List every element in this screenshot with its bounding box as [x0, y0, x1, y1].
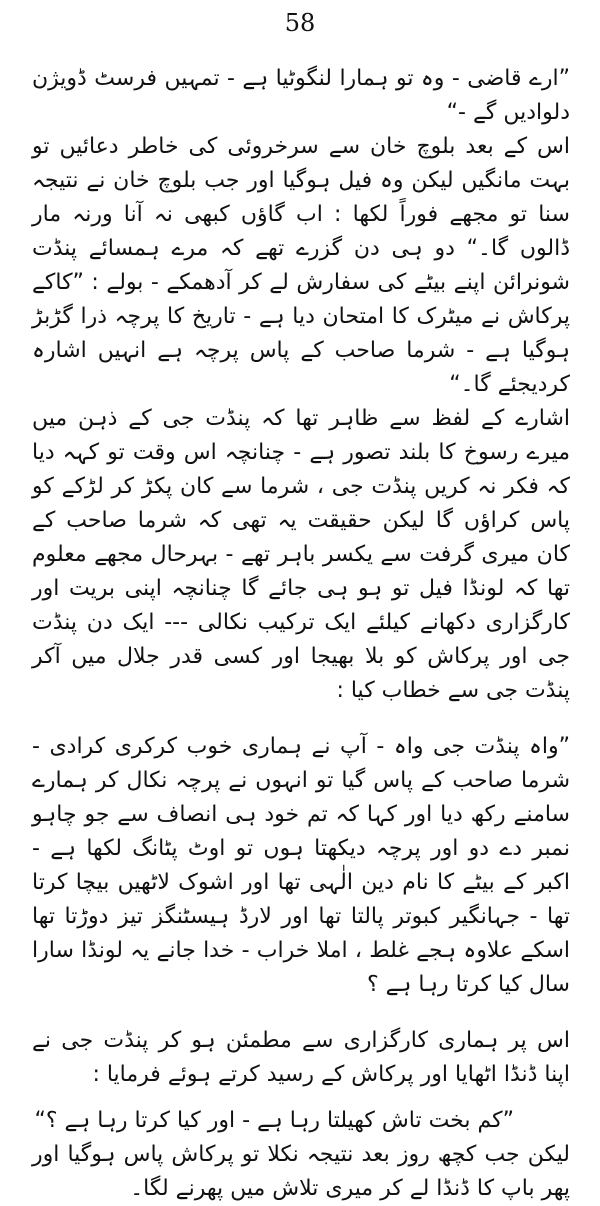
page-body — [32, 62, 570, 1206]
paragraph-result: لیکن جب کچھ روز بعد نتیجہ نکلا تو پرکاش پاس ہوگیا اور پھر باپ کا ڈنڈا لے کر میری تلاش میں پھرنے لگا۔ — [32, 1142, 570, 1201]
paragraph-baloch-khan: اس کے بعد بلوچ خان سے سرخروئی کی خاطر دعائیں تو بہت مانگیں لیکن وہ فیل ہوگیا اور جب بلوچ خان نے نتیجہ سنا تو مجھے فوراً لکھا : اب گاؤں کبھی نہ آنا ورنہ مار ڈالوں گا۔“ دو ہی دن گزرے تھے کہ مرے ہمسائے پنڈت شونرائن اپنے بیٹے کی سفارش لے کر آدھمکے - بولے : ”کاکے پرکاش نے میٹرک کا امتحان دیا ہے - تاریخ کا پرچہ ذرا گڑبڑ ہوگیا ہے - شرما صاحب کے پاس پرچہ ہے انہیں اشارہ کردیجئے گا۔“ — [32, 134, 570, 397]
paragraph-pandit-danda: اس پر ہماری کارگزاری سے مطمئن ہو کر پنڈت جی نے اپنا ڈنڈا اٹھایا اور پرکاش کے رسید کرتے ہوئے فرمایا : — [32, 1028, 570, 1087]
paragraph-wah-pandit-ji: ”واہ پنڈت جی واہ - آپ نے ہماری خوب کرکری کرادی - شرما صاحب کے پاس گیا تو انہوں نے پرچہ نکال کر ہمارے سامنے رکھ دیا اور کہا کہ تم خود ہی انصاف سے جو چاہو نمبر دے دو اور پرچہ دیکھتا ہوں تو اوٹ پٹانگ لکھا ہے - اکبر کے بیٹے کا نام دین الٰہی تھا اور اشوک لاٹھیں بیچا کرتا تھا - جہانگیر کبوتر پالتا تھا اور لارڈ ہیسٹنگز تیز دوڑتا تھا اسکے علاوہ ہجے غلط ، املا خراب - خدا جانے یہ لونڈا سارا سال کیا کرتا رہا ہے ؟ — [32, 734, 570, 997]
paragraph-quote-qazi: ”ارے قاضی - وہ تو ہمارا لنگوٹیا ہے - تمہیں فرسٹ ڈویژن دلوادیں گے -“ — [32, 66, 570, 125]
page-number: 58 — [284, 9, 316, 37]
paragraph-ishara: اشارے کے لفظ سے ظاہر تھا کہ پنڈت جی کے ذہن میں میرے رسوخ کا بلند تصور ہے - چنانچہ اس وقت تو کہہ دیا کہ فکر نہ کریں پنڈت جی ، شرما سے کان پکڑ کر لڑکے کو پاس کراؤں گا لیکن حقیقت یہ تھی کہ شرما صاحب کے کان میری گرفت سے یکسر باہر تھے - بہرحال مجھے معلوم تھا کہ لونڈا فیل تو ہو ہی جائے گا چنانچہ اپنی بریت اور کارگزاری دکھانے کیلئے ایک ترکیب نکالی --- ایک دن پنڈت جی اور پرکاش کو بلا بھیجا اور کسی قدر جلال میں آکر پنڈت جی سے خطاب کیا : — [32, 406, 570, 703]
paragraph-kambakht-quote: ”کم بخت تاش کھیلتا رہا ہے - اور کیا کرتا رہا ہے ؟“ — [34, 1108, 514, 1133]
